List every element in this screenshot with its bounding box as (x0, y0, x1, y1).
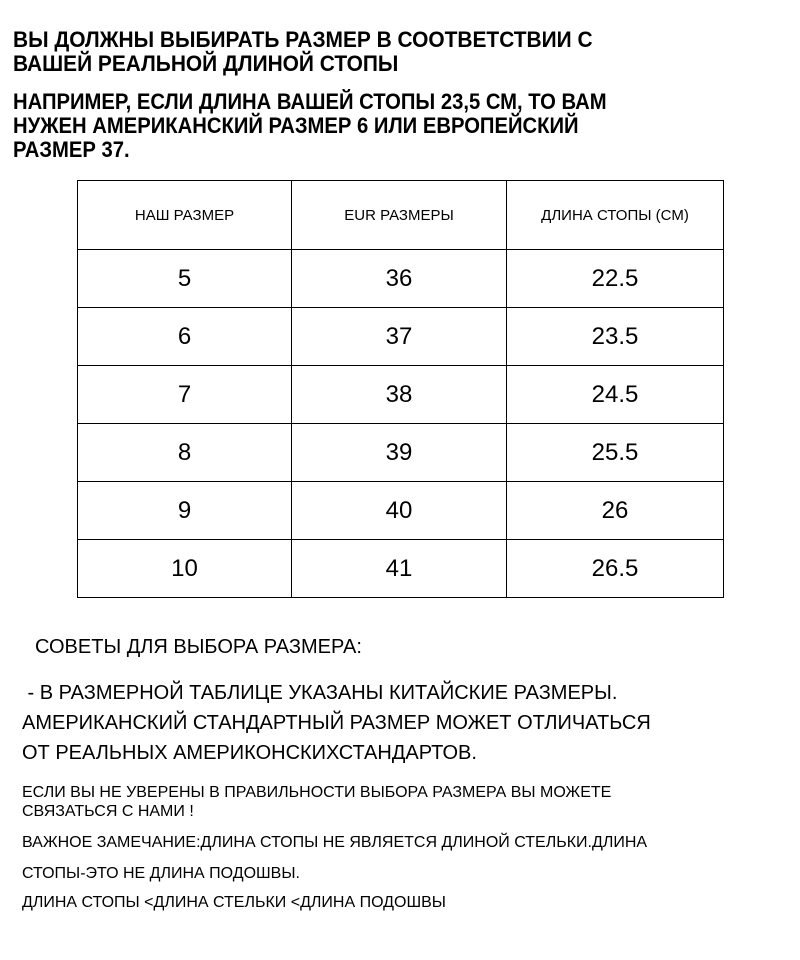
cell-eur-size: 39 (292, 424, 507, 482)
length-formula: ДЛИНА СТОПЫ <ДЛИНА СТЕЛЬКИ <ДЛИНА ПОДОШВЫ (22, 894, 446, 911)
cell-foot-length: 22.5 (507, 250, 724, 308)
table-row (78, 482, 724, 540)
tips-title: СОВЕТЫ ДЛЯ ВЫБОРА РАЗМЕРА: (35, 636, 362, 658)
header-our-size: НАШ РАЗМЕР (78, 181, 292, 250)
table-row (78, 250, 724, 308)
cell-foot-length: 23.5 (507, 308, 724, 366)
cell-eur-size: 38 (292, 366, 507, 424)
cell-foot-length: 26 (507, 482, 724, 540)
table-row (78, 308, 724, 366)
table-header-row (78, 181, 724, 250)
size-chart-table (77, 180, 724, 598)
heading-line: ВАШЕЙ РЕАЛЬНОЙ ДЛИНОЙ СТОПЫ (13, 51, 399, 76)
cell-eur-size: 40 (292, 482, 507, 540)
cell-our-size: 6 (78, 308, 292, 366)
cell-our-size: 5 (78, 250, 292, 308)
heading-intro (13, 28, 593, 76)
important-note: ВАЖНОЕ ЗАМЕЧАНИЕ:ДЛИНА СТОПЫ НЕ ЯВЛЯЕТСЯ ДЛИНОЙ СТЕЛЬКИ.ДЛИНА (22, 834, 648, 851)
cell-foot-length: 26.5 (507, 540, 724, 598)
cell-our-size: 10 (78, 540, 292, 598)
tip-line: - В РАЗМЕРНОЙ ТАБЛИЦЕ УКАЗАНЫ КИТАЙСКИЕ РАЗМЕРЫ. (22, 682, 618, 704)
heading-example (13, 90, 607, 162)
cell-our-size: 8 (78, 424, 292, 482)
cell-eur-size: 37 (292, 308, 507, 366)
table-row (78, 366, 724, 424)
note-line: СВЯЗАТЬСЯ С НАМИ ! (22, 803, 194, 820)
header-foot-length: ДЛИНА СТОПЫ (СМ) (507, 181, 724, 250)
cell-foot-length: 25.5 (507, 424, 724, 482)
header-eur-size: EUR РАЗМЕРЫ (292, 181, 507, 250)
heading-line: НАПРИМЕР, ЕСЛИ ДЛИНА ВАШЕЙ СТОПЫ 23,5 СМ, ТО ВАМ (13, 89, 607, 114)
tips-chinese-sizes (22, 678, 651, 768)
tip-line: ОТ РЕАЛЬНЫХ АМЕРИКОНСКИХСТАНДАРТОВ. (22, 742, 477, 764)
important-note-continued: СТОПЫ-ЭТО НЕ ДЛИНА ПОДОШВЫ. (22, 865, 300, 882)
cell-our-size: 7 (78, 366, 292, 424)
contact-note (22, 783, 611, 821)
tip-line: АМЕРИКАНСКИЙ СТАНДАРТНЫЙ РАЗМЕР МОЖЕТ ОТЛИЧАТЬСЯ (22, 712, 651, 734)
heading-line: РАЗМЕР 37. (13, 137, 130, 162)
heading-line: НУЖЕН АМЕРИКАНСКИЙ РАЗМЕР 6 ИЛИ ЕВРОПЕЙСКИЙ (13, 113, 579, 138)
note-line: ЕСЛИ ВЫ НЕ УВЕРЕНЫ В ПРАВИЛЬНОСТИ ВЫБОРА РАЗМЕРА ВЫ МОЖЕТЕ (22, 784, 612, 801)
cell-our-size: 9 (78, 482, 292, 540)
table-row (78, 424, 724, 482)
table-row (78, 540, 724, 598)
heading-line: ВЫ ДОЛЖНЫ ВЫБИРАТЬ РАЗМЕР В СООТВЕТСТВИИ С (13, 27, 593, 52)
cell-eur-size: 36 (292, 250, 507, 308)
cell-foot-length: 24.5 (507, 366, 724, 424)
cell-eur-size: 41 (292, 540, 507, 598)
